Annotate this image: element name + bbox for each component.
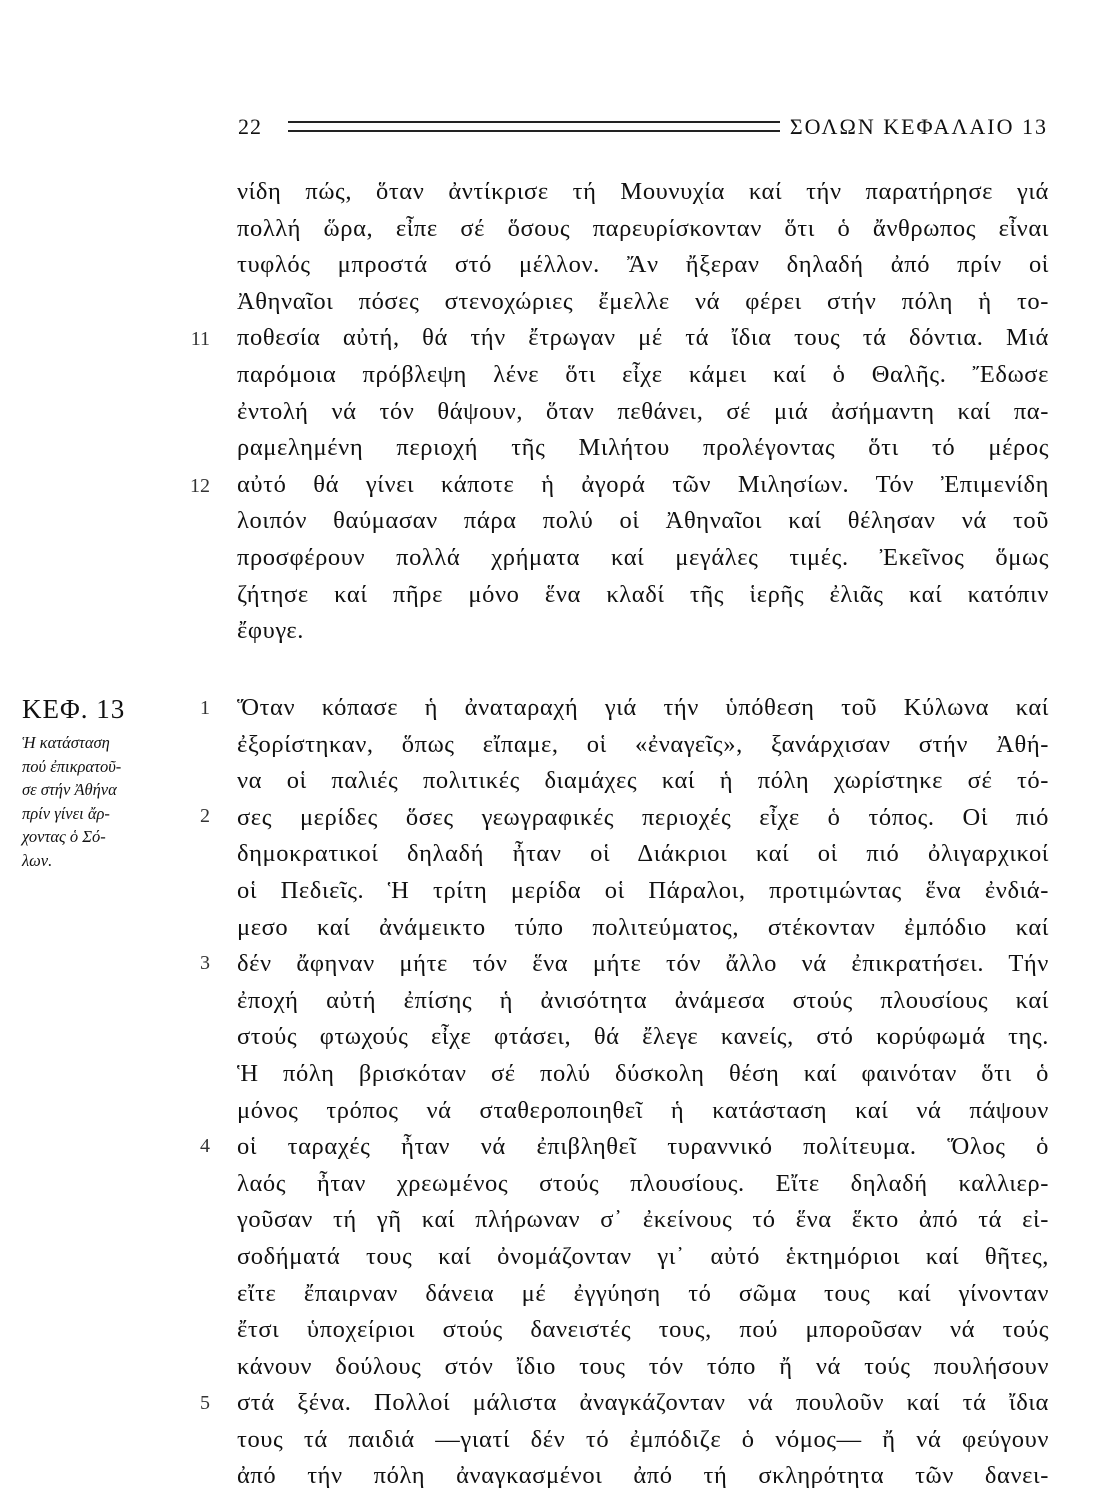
text-line: ραμελημένη περιοχή τῆς Μιλήτου προλέγοντας ὅτι τό μέρος — [237, 434, 1049, 462]
text-line: κάνουν δούλους στόν ἴδιο τους τόν τόπο ἤ νά τούς πουλήσουν — [237, 1352, 1049, 1380]
margin-summary-line: πού ἐπικρατοῦ- — [22, 756, 122, 776]
text-line: οἱ ταραχές ἦταν νά ἐπιβληθεῖ τυραννικό πολίτευμα. Ὅλος ὁ — [237, 1133, 1049, 1161]
text-line: Ἀθηναῖοι πόσες στενοχώριες ἔμελλε νά φέρει στήν πόλη ἡ το- — [237, 287, 1049, 315]
margin-summary-line: Ἡ κατάσταση — [22, 733, 110, 752]
text-line: τους τά παιδιά —γιατί δέν τό ἐμπόδιζε ὁ νόμος— ἤ νά φεύγουν — [237, 1425, 1049, 1453]
text-line: λοιπόν θαύμασαν πάρα πολύ οἱ Ἀθηναῖοι καί θέλησαν νά τοῦ — [237, 507, 1049, 535]
margin-line-number: 1 — [200, 697, 210, 719]
text-line: στά ξένα. Πολλοί μάλιστα ἀναγκάζονταν νά πουλοῦν καί τά ἴδια — [237, 1389, 1049, 1417]
page-number: 22 — [238, 114, 262, 139]
margin-line-number: 2 — [200, 805, 210, 827]
text-line: πολλή ὥρα, εἶπε σέ ὅσους παρευρίσκονταν ὅτι ὁ ἄνθρωπος εἶναι — [237, 214, 1049, 242]
text-line: ἔτσι ὑποχείριοι στούς δανειστές τους, πού μποροῦσαν νά τούς — [237, 1316, 1049, 1344]
chapter-label: ΚΕΦ. 13 — [22, 694, 126, 724]
margin-line-number: 11 — [190, 328, 210, 350]
text-line: δημοκρατικοί δηλαδή ἦταν οἱ Διάκριοι καί οἱ πιό ὀλιγαρχικοί — [237, 840, 1049, 868]
margin-line-number: 4 — [200, 1135, 210, 1157]
text-line: Ὅταν κόπασε ἡ ἀναταραχή γιά τήν ὑπόθεση τοῦ Κύλωνα καί — [237, 694, 1049, 721]
margin-heading — [22, 694, 182, 872]
text-line: τυφλός μπροστά στό μέλλον. Ἄν ἤξεραν δηλαδή ἀπό πρίν οἱ — [237, 251, 1049, 279]
text-line: ἐντολή νά τόν θάψουν, ὅταν πεθάνει, σέ μιά ἀσήμαντη καί πα- — [237, 397, 1049, 425]
running-header — [238, 112, 1048, 142]
text-line: δέν ἄφηναν μήτε τόν ἕνα μήτε τόν ἄλλο νά ἐπικρατήσει. Τήν — [237, 950, 1049, 978]
text-line: οἱ Πεδιεῖς. Ἡ τρίτη μερίδα οἱ Πάραλοι, προτιμώντας ἕνα ἐνδιά- — [237, 876, 1049, 904]
text-line: εἴτε ἔπαιρναν δάνεια μέ ἐγγύηση τό σῶμα τους καί γίνονταν — [237, 1279, 1049, 1307]
text-line: Ἡ πόλη βρισκόταν σέ πολύ δύσκολη θέση καί φαινόταν ὅτι ὁ — [237, 1059, 1049, 1087]
margin-line-number: 12 — [190, 475, 210, 497]
running-title: ΣΟΛΩΝ ΚΕΦΑΛΑΙΟ 13 — [789, 114, 1048, 139]
text-line: ζήτησε καί πῆρε μόνο ἕνα κλαδί τῆς ἱερῆς ἐλιᾶς καί κατόπιν — [237, 580, 1049, 608]
chapter-13-paragraph — [237, 690, 1049, 1495]
text-line: ἔφυγε. — [237, 617, 304, 645]
text-line: αὐτό θά γίνει κάποτε ἡ ἀγορά τῶν Μιλησίων. Τόν Ἐπιμενίδη — [237, 470, 1049, 498]
margin-summary-line: λων. — [22, 850, 53, 870]
margin-summary-line: πρίν γίνει ἄρ- — [22, 803, 110, 823]
margin-line-number: 3 — [200, 952, 210, 974]
margin-summary-line: χοντας ὁ Σό- — [22, 827, 106, 846]
text-line: ἐξορίστηκαν, ὅπως εἴπαμε, οἱ «ἐναγεῖς», ξανάρχισαν στήν Ἀθή- — [237, 730, 1049, 758]
text-line: λαός ἦταν χρεωμένος στούς πλουσίους. Εἴτε δηλαδή καλλιερ- — [237, 1169, 1049, 1197]
text-line: προσφέρουν πολλά χρήματα καί μεγάλες τιμές. Ἐκεῖνος ὅμως — [237, 543, 1049, 571]
text-line: ἐποχή αὐτή ἐπίσης ἡ ἀνισότητα ἀνάμεσα στούς πλουσίους καί — [237, 986, 1049, 1014]
text-line: νίδη πώς, ὅταν ἀντίκρισε τή Μουνυχία καί τήν παρατήρησε γιά — [237, 178, 1049, 205]
paragraph-continued — [237, 174, 1049, 650]
text-line: ποθεσία αὐτή, θά τήν ἔτρωγαν μέ τά ἴδια τους τά δόντια. Μιά — [237, 324, 1049, 352]
text-line: μεσο καί ἀνάμεικτο τύπο πολιτεύματος, στέκονταν ἐμπόδιο καί — [237, 913, 1049, 941]
text-line: να οἱ παλιές πολιτικές διαμάχες καί ἡ πόλη χωρίστηκε σέ τό- — [237, 767, 1049, 795]
text-line: ἀπό τήν πόλη ἀναγκασμένοι ἀπό τή σκληρότητα τῶν δανει- — [237, 1462, 1049, 1490]
header-rule — [288, 121, 780, 132]
margin-summary-line: σε στήν Ἀθήνα — [22, 780, 117, 799]
text-line: στούς φτωχούς εἶχε φτάσει, θά ἔλεγε κανείς, στό κορύφωμά της. — [237, 1023, 1049, 1051]
text-line: παρόμοια πρόβλεψη λένε ὅτι εἶχε κάμει καί ὁ Θαλῆς. Ἔδωσε — [237, 360, 1049, 388]
text-line: σοδήματά τους καί ὀνομάζονταν γι᾽ αὐτό ἑκτημόριοι καί θῆτες, — [237, 1242, 1049, 1270]
margin-line-number: 5 — [200, 1392, 210, 1414]
text-line: μόνος τρόπος νά σταθεροποιηθεῖ ἡ κατάσταση καί νά πάψουν — [237, 1096, 1049, 1124]
text-line: γοῦσαν τή γῆ καί πλήρωναν σ᾽ ἐκείνους τό ἕνα ἕκτο ἀπό τά εἰ- — [237, 1206, 1049, 1234]
text-line: σες μερίδες ὅσες γεωγραφικές περιοχές εἶχε ὁ τόπος. Οἱ πιό — [237, 803, 1049, 831]
